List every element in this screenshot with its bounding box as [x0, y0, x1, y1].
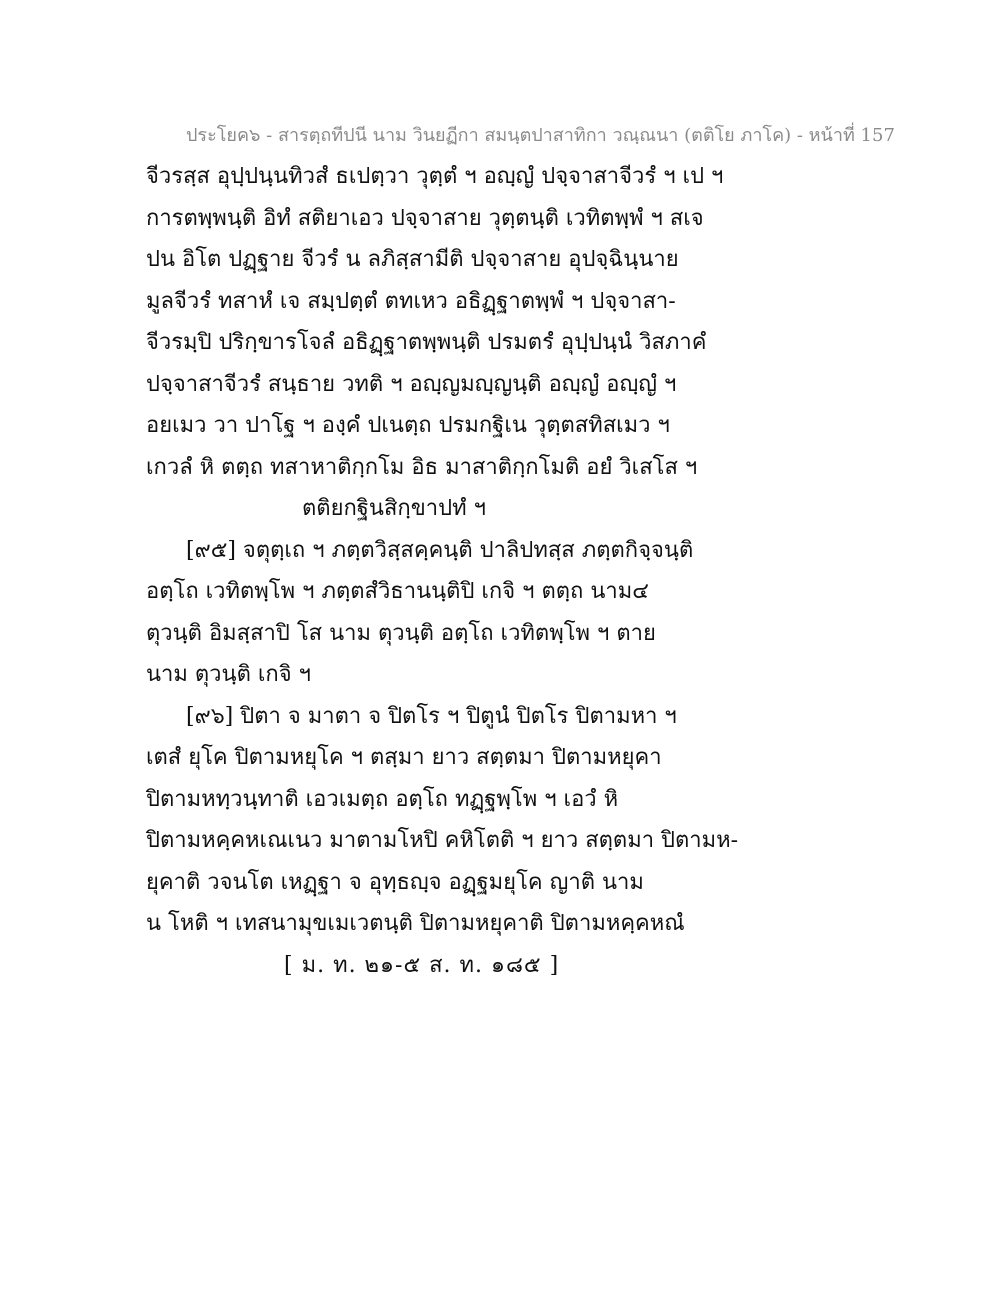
- running-header: ประโยค๖ - สารตฺถทีปนี นาม วินยฏีกา สมนฺตปาสาทิกา วณฺณนา (ตติโย ภาโค) - หน้าที่ 157: [186, 125, 895, 146]
- text-line: อตฺโถ เวทิตพฺโพ ฯ ภตฺตสํวิธานนฺติปิ เกจิ ฯ ตตฺถ นาม๔: [146, 579, 649, 604]
- text-line: ตุวนฺติ อิมสฺสาปิ โส นาม ตุวนฺติ อตฺโถ เวทิตพฺโพ ฯ ตาย: [146, 620, 656, 646]
- text-line: น โหติ ฯ เทสนามุขเมเวตนฺติ ปิตามหยุคาติ ปิตามหคฺคหณํ: [146, 911, 685, 936]
- text-line: จีวรมฺปิ ปริกฺขารโจลํ อธิฏฺฐาตพฺพนฺติ ปรมตรํ อุปฺปนฺนํ วิสภาคํ: [146, 330, 707, 355]
- text-line: ปิตามหคฺคหเณเนว มาตามโหปิ คหิโตติ ฯ ยาว สตฺตมา ปิตามห-: [146, 828, 739, 853]
- reference-citation: [ ม. ท. ๒๑-๕ ส. ท. ๑๘๕ ]: [284, 952, 560, 978]
- text-line: มูลจีวรํ ทสาหํ เจ สมฺปตฺตํ ตทเหว อธิฏฺฐาตพฺพํ ฯ ปจฺจาสา-: [146, 288, 676, 314]
- text-line: เตสํ ยุโค ปิตามหยุโค ฯ ตสฺมา ยาว สตฺตมา ปิตามหยุคา: [146, 745, 662, 770]
- text-line: เกวลํ หิ ตตฺถ ทสาหาติกฺกโม อิธ มาสาติกฺกโมติ อยํ วิเสโส ฯ: [146, 454, 698, 480]
- paragraph-start: [๙๕] จตุตฺเถ ฯ ภตฺตวิสฺสคฺคนฺติ ปาลิปทสฺส ภตฺตกิจฺจนฺติ: [186, 537, 694, 563]
- paragraph-start: [๙๖] ปิตา จ มาตา จ ปิตโร ฯ ปิตูนํ ปิตโร ปิตามหา ฯ: [186, 703, 677, 729]
- text-line: อยเมว วา ปาโฐ ฯ องฺคํ ปเนตฺถ ปรมกฐิเน วุตฺตสทิสเมว ฯ: [146, 413, 670, 438]
- text-line: ปจฺจาสาจีวรํ สนฺธาย วทติ ฯ อญฺญมญฺญนฺติ อญฺญํ อญฺญํ ฯ: [146, 371, 677, 397]
- text-line: ยุคาติ วจนโต เหฏฺฐา จ อุทฺธญฺจ อฏฺฐมยุโค ญาติ นาม: [146, 869, 644, 895]
- section-heading: ตติยกฐินสิกฺขาปทํ ฯ: [302, 496, 486, 521]
- body-text: [146, 156, 866, 986]
- text-line: จีวรสฺส อุปฺปนฺนทิวสํ ธเปตฺวา วุตฺตํ ฯ อญฺญํ ปจฺจาสาจีวรํ ฯ เป ฯ: [146, 164, 724, 189]
- text-line: ปิตามหทฺวนฺทาติ เอวเมตฺถ อตฺโถ ทฏฺฐพฺโพ ฯ เอวํ หิ: [146, 786, 619, 812]
- text-line: นาม ตุวนฺติ เกจิ ฯ: [146, 662, 311, 687]
- text-line: ปน อิโต ปฏฺฐาย จีวรํ น ลภิสฺสามีติ ปจฺจาสาย อุปจฺฉินฺนาย: [146, 247, 679, 272]
- text-line: การตพฺพนฺติ อิทํ สติยาเอว ปจฺจาสาย วุตฺตนฺติ เวทิตพฺพํ ฯ สเจ: [146, 205, 704, 231]
